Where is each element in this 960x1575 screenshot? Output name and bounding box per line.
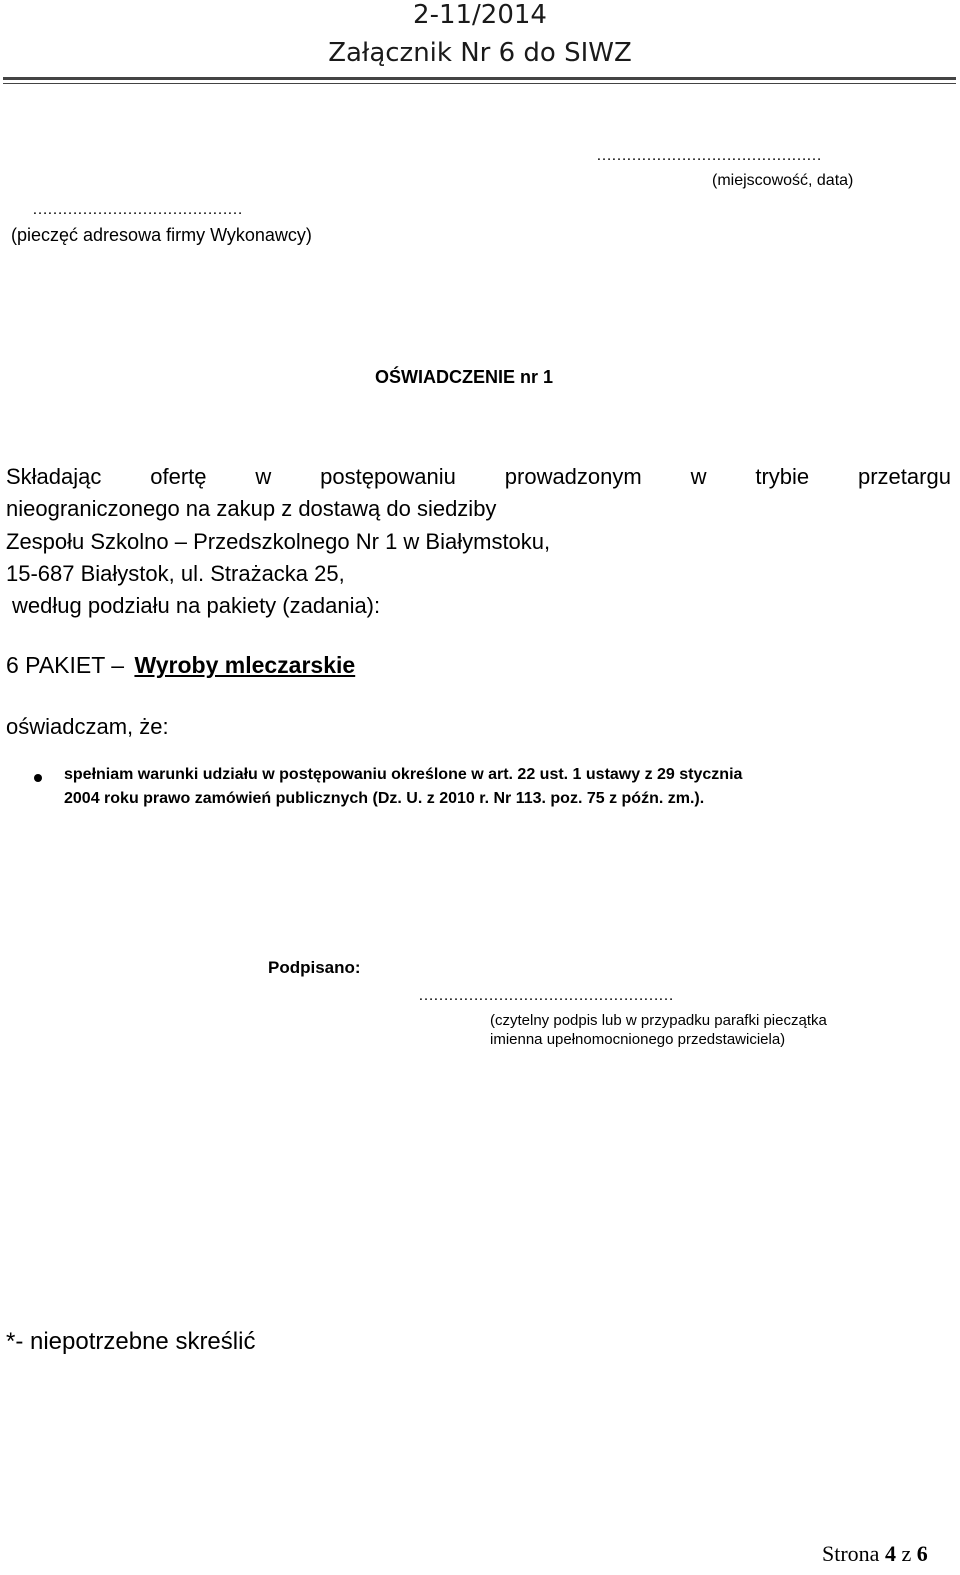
bullet-icon	[34, 774, 42, 782]
paragraph-line: 15-687 Białystok, ul. Strażacka 25,	[6, 561, 345, 586]
footnote: *- niepotrzebne skreślić	[6, 1328, 256, 1355]
signature-label: Podpisano:	[268, 958, 361, 977]
package-prefix: 6 PAKIET –	[6, 652, 125, 678]
declaration-title: OŚWIADCZENIE nr 1	[375, 367, 554, 387]
stamp-label: (pieczęć adresowa firmy Wykonawcy)	[11, 225, 312, 245]
statement: oświadczam, że:	[6, 714, 169, 739]
page-current: 4	[884, 1541, 896, 1566]
paragraph-line-justified	[6, 464, 951, 490]
header-number: 2-11/2014	[413, 0, 547, 30]
word: w	[255, 464, 272, 489]
package-name: Wyroby mleczarskie	[134, 652, 356, 678]
page-of: z	[901, 1541, 912, 1566]
word: ofertę	[150, 464, 207, 489]
paragraph-line: nieograniczonego na zakup z dostawą do siedziby	[6, 496, 497, 521]
header-title: Załącznik Nr 6 do SIWZ	[328, 38, 632, 68]
word: w	[690, 464, 707, 489]
bullet-line: spełniam warunki udziału w postępowaniu określone w art. 22 ust. 1 ustawy z 29 stycznia	[64, 766, 743, 783]
package-line	[6, 652, 355, 679]
paragraph-line: Zespołu Szkolno – Przedszkolnego Nr 1 w Białymstoku,	[6, 529, 551, 554]
page-total: 6	[916, 1541, 928, 1566]
word: prowadzonym	[504, 464, 642, 489]
word: przetargu	[857, 464, 951, 489]
stamp-dots: ……………………………………	[32, 201, 242, 218]
header-rule-thick	[3, 77, 956, 80]
signature-dots: ……………………………………………	[418, 987, 673, 1004]
signature-caption-line: (czytelny podpis lub w przypadku parafki pieczątka	[490, 1012, 827, 1029]
place-date-label: (miejscowość, data)	[712, 172, 854, 189]
place-date-dots: ………………………………………	[596, 147, 821, 164]
page-word: Strona	[822, 1541, 880, 1566]
word: postępowaniu	[320, 464, 456, 489]
page-number	[822, 1541, 928, 1567]
bullet-line: 2004 roku prawo zamówień publicznych (Dz. U. z 2010 r. Nr 113. poz. 75 z późn. zm.).	[64, 790, 705, 807]
header-rule-thin	[3, 83, 956, 84]
word: trybie	[755, 464, 810, 489]
word: Składając	[6, 464, 102, 489]
signature-caption-line: imienna upełnomocnionego przedstawiciela)	[490, 1031, 786, 1048]
paragraph-line: według podziału na pakiety (zadania):	[12, 593, 381, 618]
